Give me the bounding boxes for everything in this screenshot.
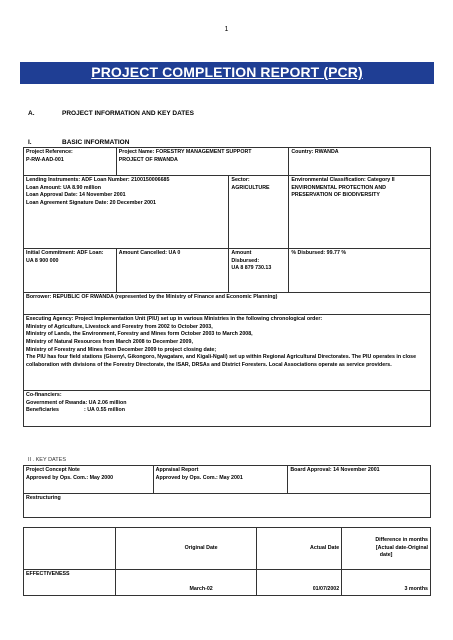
- section-i-number: I.: [28, 139, 32, 146]
- executing-agency-line: The PIU has four field stations (Giseny\, Gikongoro, Nyagatare, and Kigali-Ngali) set up within Regional Agricultural Directorates. The PIU operates in close collaboration with divisions of the Forestry Directorate, the ISAR, DRSAs and District Foresters. Local Associations operate as service providers.: [26, 354, 417, 369]
- section-a-label: PROJECT INFORMATION AND KEY DATES: [62, 110, 194, 117]
- table-row: [24, 293, 431, 315]
- lending-line: Lending Instruments: ADF Loan Number: 2100150006685: [26, 177, 170, 183]
- initial-commitment-label: Initial Commitment: ADF Loan:: [26, 250, 104, 256]
- basic-information-table: [23, 147, 431, 427]
- effectiveness-original-cell: [115, 570, 257, 596]
- initial-commitment-value: UA 8 900 000: [26, 257, 59, 264]
- executing-agency-line: Ministry of Agriculture, Livestock and Forestry from 2002 to October 2003,: [26, 323, 213, 330]
- cofinanciers-line: Beneficiaries : UA 0.55 million: [26, 407, 126, 414]
- country-value: Country: RWANDA: [291, 149, 339, 155]
- effectiveness-table: [23, 527, 431, 596]
- executing-agency-line: Ministry of Lands, the Environment, Forestry and Mines form October 2003 to March 2008,: [26, 331, 253, 338]
- appraisal-label: Appraisal Report: [155, 467, 199, 473]
- board-approval-value: Board Approval: 14 November 2001: [290, 467, 380, 473]
- key-dates-table: [23, 465, 431, 518]
- table-row: [24, 391, 431, 427]
- sector-value: AGRICULTURE: [231, 184, 270, 191]
- env-class-line: Environmental Classification: Category II: [291, 177, 395, 183]
- executing-agency-line: Ministry of Natural Resources from March 2008 to December 2009,: [26, 339, 193, 346]
- section-i-label: BASIC INFORMATION: [62, 139, 130, 146]
- difference-header-line: [Actual date-Original: [375, 544, 428, 551]
- table-row: [24, 570, 431, 596]
- effectiveness-original-value: March-02: [189, 586, 213, 593]
- effectiveness-difference-value: 3 months: [404, 586, 428, 593]
- section-a-number: A.: [28, 110, 35, 117]
- lending-cell: [24, 176, 229, 249]
- effectiveness-difference-cell: [342, 570, 431, 596]
- executing-agency-line: Ministry of Forestry and Mines from December 2009 to project closing date;: [26, 346, 217, 353]
- cofinanciers-cell: [24, 391, 431, 427]
- table-row: [24, 249, 431, 293]
- project-name-line: PROJECT OF RWANDA: [118, 156, 178, 163]
- table-row: [24, 528, 431, 570]
- difference-header: [342, 528, 431, 570]
- initial-commitment-cell: [24, 249, 117, 293]
- difference-header-line: date]: [379, 552, 393, 559]
- pct-disbursed-value: % Disbursed: 99.77 %: [291, 250, 347, 256]
- amount-cancelled-cell: [116, 249, 229, 293]
- sector-cell: [229, 176, 289, 249]
- original-date-header-label: Original Date: [184, 544, 218, 551]
- effectiveness-actual-value: 01/07/2002: [312, 586, 340, 593]
- lending-line: Loan Agreement Signature Date: 20 December 2001: [26, 200, 156, 207]
- environmental-class-cell: [289, 176, 431, 249]
- page-number: 1: [224, 26, 229, 33]
- empty-header-cell: [24, 528, 116, 570]
- concept-note-cell: [24, 466, 154, 494]
- restructuring-label: Restructuring: [26, 495, 61, 501]
- lending-line: Loan Approval Date: 14 November 2001: [26, 192, 126, 199]
- section-ii-heading: II . KEY DATES: [28, 457, 67, 463]
- actual-date-header-label: Actual Date: [310, 544, 340, 551]
- project-name-line: Project Name: FORESTRY MANAGEMENT SUPPORT: [118, 149, 252, 155]
- table-row: [24, 315, 431, 391]
- borrower-value: Borrower: REPUBLIC OF RWANDA (represented by the Ministry of Finance and Economic Planning): [26, 294, 278, 300]
- pct-disbursed-cell: [289, 249, 431, 293]
- amount-disbursed-value: UA 8 879 730.13: [231, 265, 272, 272]
- restructuring-cell: [24, 494, 431, 518]
- amount-disbursed-cell: [229, 249, 289, 293]
- env-class-line: PRESERVATION OF BIODIVERSITY: [291, 192, 380, 199]
- amount-disbursed-line: Disbursed:: [231, 257, 260, 264]
- borrower-cell: [24, 293, 431, 315]
- effectiveness-label: EFFECTIVENESS: [26, 571, 70, 577]
- table-row: [24, 494, 431, 518]
- effectiveness-label-cell: [24, 570, 116, 596]
- sector-label: Sector:: [231, 177, 250, 183]
- table-row: [24, 466, 431, 494]
- env-class-line: ENVIRONMENTAL PROTECTION AND: [291, 184, 387, 191]
- report-title: PROJECT COMPLETION REPORT (PCR): [91, 64, 363, 80]
- concept-note-label: Project Concept Note: [26, 467, 80, 473]
- project-reference-value: P-RW-AAD-001: [26, 156, 64, 163]
- cofinanciers-label: Co-financiers:: [26, 392, 62, 398]
- appraisal-value: Approved by Ops. Com.: May 2001: [155, 474, 243, 481]
- actual-date-header: [257, 528, 342, 570]
- effectiveness-actual-cell: [257, 570, 342, 596]
- concept-note-value: Approved by Ops. Com.: May 2000: [26, 474, 114, 481]
- amount-cancelled-value: Amount Cancelled: UA 0: [118, 250, 181, 256]
- board-approval-cell: [288, 466, 431, 494]
- project-name-cell: [116, 148, 289, 176]
- table-row: [24, 148, 431, 176]
- lending-line: Loan Amount: UA 8.90 million: [26, 184, 101, 191]
- country-cell: [289, 148, 431, 176]
- amount-disbursed-line: Amount: [231, 250, 252, 256]
- project-reference-label: Project Reference:: [26, 149, 73, 155]
- executing-agency-cell: [24, 315, 431, 391]
- executing-agency-line: Executing Agency: Project Implementation Unit (PIU) set up in various Ministries in the following chronological order:: [26, 316, 323, 322]
- difference-header-line: Difference in months: [375, 536, 428, 543]
- project-reference-cell: [24, 148, 117, 176]
- appraisal-cell: [153, 466, 288, 494]
- cofinanciers-line: Government of Rwanda: UA 2.06 million: [26, 399, 127, 406]
- original-date-header: [115, 528, 257, 570]
- table-row: [24, 176, 431, 249]
